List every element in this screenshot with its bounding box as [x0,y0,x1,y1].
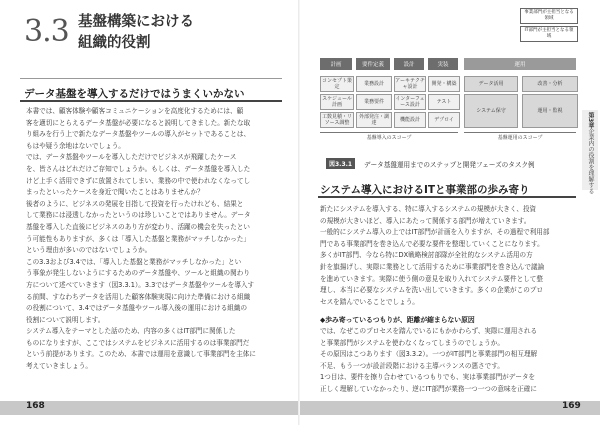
right-subhead-underline [318,196,576,198]
text-line: して業務には浸透しなかったというのは珍しいことではありません。データ [26,211,251,220]
text-line: る前間、すなわちデータを活用した顧客体験実現に向けた準備における組織 [26,292,251,301]
text-line: 門である事業部門を巻き込んで必要な要件を整理していくことになります。 [320,239,544,248]
text-line: 正しく理解していなかったり、逆にIT部門が業務一つ一つの意味を正確に [320,384,537,393]
section-number: 3.3 [24,14,69,49]
phase-requirements: 要件定義 [356,58,390,70]
text-line: 本書では、顧客体験や顧客コミュニケーションを高度化するためには、顧 [26,107,244,115]
task-deploy: デプロイ [428,112,460,128]
text-line: 方について述べていきます（図3.3.1）。3.3ではデータ基盤やツールを導入す [26,280,255,289]
text-line: 考えていきましょう。 [26,362,92,371]
text-line: う可能性もありますが、多くは「導入した基盤と業務がマッチしなかった」 [26,234,250,243]
diagram-callout-it: IT部門が主担当となる領域 [520,26,578,42]
section-title-line2: 組織的役割 [78,35,151,51]
scope-implementation: 基盤導入のスコープ [320,132,458,141]
task-build: 開発・構築 [428,76,460,92]
task-test: テスト [428,94,460,110]
text-line: を、皆さんはどれだけご存知でしょうか。もしくは、データ基盤を導入した [26,164,251,173]
text-line: 多くがIT部門、今なら特にDX戦略検討部隊が全社的なシステム活用の方 [320,251,533,260]
text-line: では、データ基盤やツールを導入しただけでビジネスが飛躍したケース [26,153,237,162]
bullet-heading: ◆歩み寄っているつもりが、距離が縮まらない原因 [320,316,475,324]
ops-monitoring: 運用・監視 [522,94,578,128]
text-line: 1つ目は、要件を擦り合わせているつもりでも、実は事業部門がデータを [320,373,536,382]
text-line: 一般的にシステム導入の上ではIT部門が計画を入りますが、その過程で利用部 [320,228,550,237]
left-subhead: データ基盤を導入するだけではうまくいかない [24,88,245,100]
text-line: まったといったケースを身近で聞いたことはありませんか？ [26,188,204,197]
chapter-tab-number: 第3章 [587,112,594,129]
figure-caption: データ基盤運用までのステップと開発フェーズのタスク例 [364,161,535,169]
text-line: 役割について説明します。 [26,315,105,324]
phase-operation: 運用 [464,58,576,70]
task-function-design: 機能設計 [394,112,426,128]
text-line: この3.3および3.4では、「導入した基盤と業務がマッチしなかった」とい [26,257,242,266]
left-footer-band [0,401,300,415]
task-procurement: 外部発注・調達 [356,112,392,128]
right-subhead: システム導入におけるITと事業部の歩み寄り [320,184,530,196]
page-number-left: 168 [26,401,45,411]
figure-badge: 図3.3.1 [326,158,355,169]
section-title-line1: 基盤構築における [78,14,194,30]
text-line: という理由が多いのではないでしょうか。 [26,246,152,255]
section-rule [20,78,282,79]
task-interface: インターフェース設計 [395,96,425,108]
right-footer-band [300,401,600,415]
task-requirements: 業務要件 [356,94,392,110]
text-line: り組みを行う上で新たなデータ基盤やツールの導入がセットであることは、 [26,130,251,139]
left-body [26,106,282,373]
chapter-tab-title: 企業内の役割を理解する [587,128,594,195]
chapter-tab-text [586,112,594,194]
text-line: 理し、本当に必要なシステムを洗い出していきます。多くの企業がこのプロ [320,286,543,295]
text-line: 針を旗揚げし、実際に業務として活用するために事業部門を巻き込んで議論 [320,262,545,271]
text-line: 基盤を導入した直後にビジネスのあり方が変わり、活躍の機会を失ったとい [26,222,250,231]
right-body [320,204,576,308]
right-page [300,0,600,425]
phase-implementation: 実装 [428,58,458,70]
text-line: の役割について、3.4ではデータ基盤やツール導入後の運用における組織の [26,304,248,313]
task-architecture: アーキテクチャ設計 [395,78,425,90]
phase-plan: 計画 [320,58,352,70]
diagram-callout-business: 事業部門が主担当となる領域 [520,8,578,24]
task-business-design: 業務設計 [356,76,392,92]
ops-maintenance: システム保守 [464,94,518,128]
page-number-right: 169 [562,401,581,411]
text-line: と事業部門がシステムを使わなくなってしまうのでしょうか。 [320,338,504,347]
text-line: ものになりますが、ここではシステムをビジネスに活用するのは事業部門だ [26,338,250,347]
text-line: を進めていきます。実際に使う側の意見を取り入れてシステム要件として整 [320,274,543,283]
text-line: システム導入をテーマとした話のため、内容の多くはIT部門に関係した [26,327,236,336]
diagram [318,10,580,158]
text-line: 後者のように、ビジネスの発展を目指して投資を行ったけれども、結果と [26,199,244,208]
text-line: う事象が発生しないようにするためのデータ基盤や、ツールと組織の関わり [26,269,250,278]
text-line: 不足、もう一つが設計段階における主導バランスの悪さです。 [320,361,504,370]
text-line: セスを踏んでいることでしょう。 [320,297,419,306]
left-subhead-underline [20,100,282,102]
ops-data-use: データ活用 [464,76,518,92]
right-body-2 [320,326,576,396]
text-line: 客を適切にとらえるデータ基盤が必要になると説明してきました。新たな取 [26,118,251,127]
text-line: 新たにシステムを導入する、特に導入するシステムの規模が大きく、投資 [320,205,537,213]
task-concept: コンセプト策定 [321,78,352,90]
text-line: では、なぜこのプロセスを踏んでいるにもかかわらず、実際に運用される [320,327,538,335]
text-line: という前提があります。このため、本書では運用を意識して事業部門を主体に [26,350,256,359]
ops-analysis: 改善・分析 [522,76,578,92]
text-line: もはや疑う余地はないでしょう。 [26,141,125,150]
text-line: その原因はこつあります（図3.3.2）。一つがIT部門と事業部門の相互理解 [320,350,538,359]
phase-design: 設計 [394,58,424,70]
section-title [78,12,194,54]
task-schedule: スケジュール計画 [320,94,354,110]
text-line: の規模が大きいほど、導入にあたって関係する部門が増えていきます。 [320,216,531,225]
text-line: けど上手く活用できずに放置されてしまい、業務の中で使われなくなってし [26,176,251,185]
task-estimate: 工数見積・リソース調整 [321,114,352,126]
scope-operation: 基盤運用のスコープ [464,132,576,141]
